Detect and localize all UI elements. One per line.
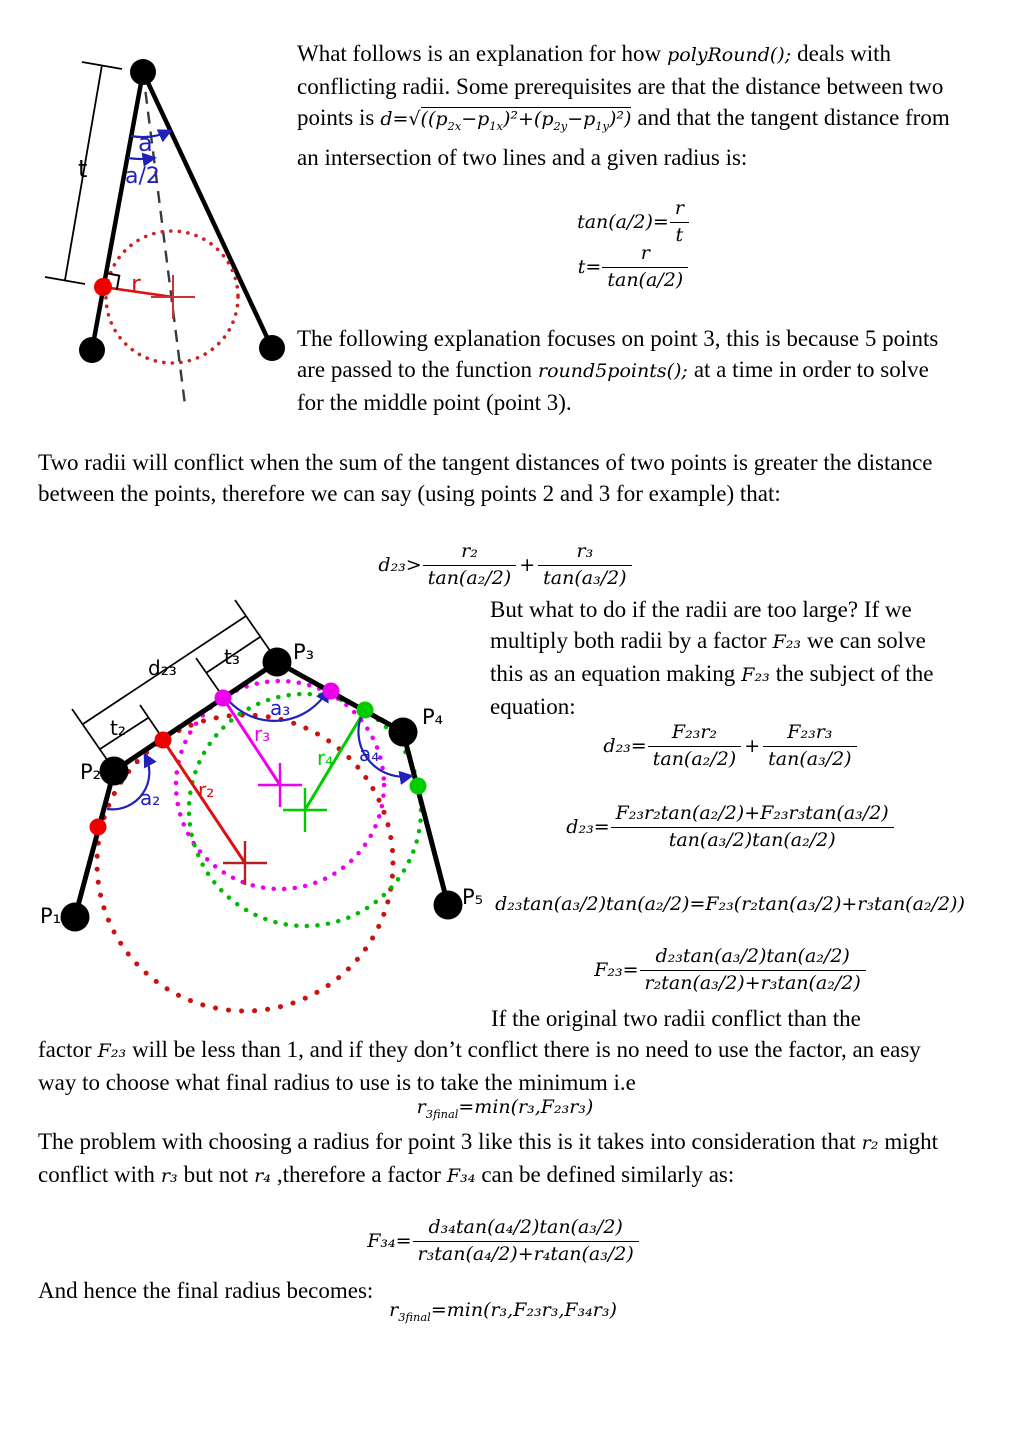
t2-label: t₂ — [110, 716, 126, 740]
equation-rmin2: $r_{3final}=\min(r_3,F_{23}r_3,F_{34}r_3)$ — [389, 1299, 617, 1324]
equation-f34: F₃₄= $\frac{\text{d₃₄tan(a₄/2)tan(a₃/2)}}{\text{r₃tan(a₄/2)+r₄tan(a₃/2)}}$ — [318, 1216, 688, 1267]
r4-inline: r₄ — [254, 1165, 271, 1187]
distance-formula: $d=√((p_{2x}-p_{1x})^2+(p_{2y}-p_{1y})^2)$ — [380, 108, 632, 133]
d23-label: d₂₃ — [148, 656, 177, 680]
dim-tick-p3 — [235, 600, 273, 655]
intro-text-c: and that the tangent distance from an intersection of two lines and a given radius is: — [297, 105, 950, 170]
equation-conflict-condition: d₂₃> $\frac{\text{r₂}}{\text{tan(a₂/2)}}$ + $\frac{\text{r₃}}{\text{tan(a₃/2)}}$ — [340, 540, 670, 591]
final-paragraph: And hence the final radius becomes: — [38, 1278, 374, 1303]
polyline-p1-p5 — [75, 662, 448, 917]
dim-tick-t3 — [196, 658, 219, 691]
p1-label: P₁ — [40, 904, 62, 928]
f23-inline-2: F₂₃ — [741, 664, 770, 686]
equation-rmin1: $r_{3final}=\min(r_3,F_{23}r_3)$ — [416, 1096, 594, 1121]
equation-with-factor: d₂₃= $\frac{\text{F₂₃r₂}}{\text{tan(a₂/2)}}$ + $\frac{\text{F₂₃r₃}}{\text{tan(a₃/2)}}$ — [530, 721, 930, 772]
p3-point — [263, 648, 292, 677]
equation-expanded: d₂₃tan(a₃/2)tan(a₂/2)=F₂₃(r₂tan(a₃/2)+r₃tan(a₂/2)) — [495, 893, 965, 915]
intro-text-a: What follows is an explanation for how — [297, 41, 662, 66]
t-label: t — [78, 155, 88, 183]
vertex-point — [130, 59, 156, 85]
r2-center-cross — [223, 841, 267, 885]
dim-tick-p2 — [72, 709, 110, 764]
r4-radius-line — [305, 710, 365, 810]
bottom-left-point — [79, 337, 105, 363]
p5-label: P₅ — [462, 885, 484, 909]
equation-t-definition: t= $\frac{r}{\tan(a/2)}$ — [498, 242, 768, 293]
tangent-point-green-p4p5 — [410, 778, 427, 795]
tangent-distance-diagram — [40, 40, 312, 418]
polyline-rounding-diagram — [30, 595, 495, 1030]
angle-a-half-arc — [128, 158, 154, 159]
r3-center-cross — [258, 763, 302, 807]
r3-label: r₃ — [254, 722, 271, 746]
tangent-point-red-p2p3 — [155, 732, 172, 749]
p3-label: P₃ — [293, 640, 315, 664]
tangent-point-green-p3p4 — [357, 702, 374, 719]
tangent-point-magenta-p2p3 — [215, 690, 232, 707]
a3-label: a₃ — [270, 696, 291, 720]
bottom-right-point — [259, 335, 285, 361]
left-segment — [92, 72, 143, 350]
tangent-point-red-p1p2 — [90, 819, 107, 836]
r-label: r — [131, 270, 141, 298]
original-conflict-continuation: factor F₂₃ will be less than 1, and if they don’t conflict there is no need to use the factor, an easy way to choose what final radius to use is to take the minimum i.e — [38, 1037, 921, 1095]
equation-combined-fraction: d₂₃= $\frac{\text{F₂₃r₂tan(a₂/2)+F₂₃r₃tan(a₃/2)}}{\text{tan(a₃/2)tan(a₂/2)}}$ — [530, 802, 930, 853]
t3-label: t₃ — [224, 645, 240, 669]
p2-label: P₂ — [80, 760, 102, 784]
r2-label: r₂ — [198, 778, 215, 802]
a-half-label: a/2 — [125, 164, 160, 189]
a4-label: a₄ — [359, 742, 380, 766]
right-segment — [143, 72, 272, 348]
r4-center-cross — [283, 788, 327, 832]
equation-f23: F₂₃= $\frac{\text{d₂₃tan(a₃/2)tan(a₂/2)}}{\text{r₂tan(a₃/2)+r₃tan(a₂/2)}}$ — [530, 945, 930, 996]
p5-point — [434, 891, 463, 920]
p1-point — [61, 903, 90, 932]
problem-paragraph: The problem with choosing a radius for point 3 like this is it takes into consideration that r₂ might conflict with r₃ but not r₄ ,therefore a factor F₃₄ can be defined similarly as: — [38, 1129, 939, 1187]
focus-paragraph — [297, 323, 957, 418]
tangent-point — [94, 278, 112, 296]
r3-inline: r₃ — [160, 1165, 178, 1187]
focus-text-b: at a time in order to solve for the middle point (point 3). — [297, 357, 929, 415]
f23-inline-1: F₂₃ — [772, 631, 801, 653]
a2-label: a₂ — [140, 786, 161, 810]
r4-label: r₄ — [317, 746, 334, 770]
f23-inline-3: F₂₃ — [97, 1040, 127, 1062]
f34-inline: F₃₄ — [446, 1165, 476, 1187]
tangent-point-magenta-p3p4 — [323, 683, 340, 700]
too-large-paragraph: But what to do if the radii are too large? If we multiply both radii by a factor F₂₃ we can solve this as an equation making F₂₃ the subject of the equation: — [490, 597, 934, 719]
a-label: a — [138, 129, 153, 157]
round5points-code: round5points(); — [538, 360, 688, 382]
conflict-intro-paragraph: Two radii will conflict when the sum of the tangent distances of two points is greater the distance between the points, therefore we can say (using points 2 and 3 for example) that: — [38, 450, 933, 506]
p4-label: P₄ — [422, 705, 444, 729]
equation-tan-definition: tan(a/2)= $\frac{r}{t}$ — [498, 197, 768, 248]
original-conflict-line1: If the original two radii conflict than the — [491, 1006, 861, 1031]
p4-point — [389, 718, 418, 747]
r2-inline: r₂ — [861, 1132, 879, 1154]
dim-tick-t2 — [140, 705, 159, 733]
p2-point — [100, 757, 129, 786]
intro-text-b: deals with conflicting radii. Some prerequisites are that the distance between two points is — [297, 41, 944, 130]
focus-text-a: The following explanation focuses on point 3, this is because 5 points are passed to the function — [297, 326, 939, 382]
intro-paragraph — [297, 38, 952, 173]
polyround-code: polyRound(); — [667, 44, 792, 66]
